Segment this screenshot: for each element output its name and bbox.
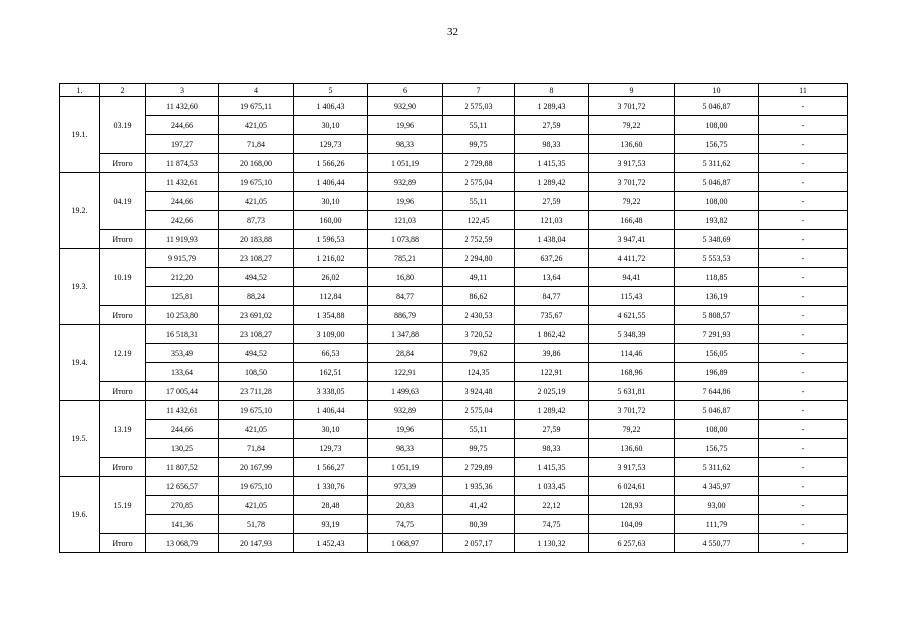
table-row xyxy=(60,135,848,154)
table-cell: 98,33 xyxy=(368,135,443,154)
table-cell: 118,85 xyxy=(675,268,759,287)
total-cell: 1 073,88 xyxy=(368,230,443,249)
table-cell: - xyxy=(759,268,848,287)
table-cell: 16,80 xyxy=(368,268,443,287)
period-cell: 03.19 xyxy=(100,97,146,154)
table-cell: 421,05 xyxy=(219,496,294,515)
table-cell: 129,73 xyxy=(294,439,368,458)
table-cell: - xyxy=(759,192,848,211)
table-cell: 1 289,42 xyxy=(515,401,589,420)
total-cell: 7 644,86 xyxy=(675,382,759,401)
table-cell: 1 330,76 xyxy=(294,477,368,496)
table-cell: 196,89 xyxy=(675,363,759,382)
table-cell: 99,75 xyxy=(443,135,515,154)
total-cell: - xyxy=(759,230,848,249)
table-cell: 88,24 xyxy=(219,287,294,306)
total-label-cell: Итого xyxy=(100,534,146,553)
table-row xyxy=(60,97,848,116)
table-cell: 66,53 xyxy=(294,344,368,363)
table-cell: 79,22 xyxy=(589,192,675,211)
table-cell: 128,93 xyxy=(589,496,675,515)
column-header: 7 xyxy=(443,84,515,97)
table-cell: 104,09 xyxy=(589,515,675,534)
total-cell: 5 631,81 xyxy=(589,382,675,401)
table-cell: 6 024,61 xyxy=(589,477,675,496)
table-cell: 162,51 xyxy=(294,363,368,382)
total-cell: 5 348,69 xyxy=(675,230,759,249)
total-cell: 1 438,04 xyxy=(515,230,589,249)
data-table xyxy=(59,83,848,553)
table-cell: 1 406,43 xyxy=(294,97,368,116)
period-cell: 04.19 xyxy=(100,173,146,230)
table-row xyxy=(60,344,848,363)
table-cell: 108,00 xyxy=(675,420,759,439)
table-cell: 19,96 xyxy=(368,116,443,135)
total-row xyxy=(60,306,848,325)
table-cell: 197,27 xyxy=(146,135,219,154)
total-label-cell: Итого xyxy=(100,306,146,325)
column-header: 8 xyxy=(515,84,589,97)
table-cell: 932,89 xyxy=(368,173,443,192)
table-cell: 125,81 xyxy=(146,287,219,306)
total-cell: 2 430,53 xyxy=(443,306,515,325)
table-cell: 26,02 xyxy=(294,268,368,287)
table-cell: 23 108,27 xyxy=(219,249,294,268)
total-cell: - xyxy=(759,382,848,401)
table-cell: 23 108,27 xyxy=(219,325,294,344)
total-cell: - xyxy=(759,306,848,325)
total-cell: 5 311,62 xyxy=(675,154,759,173)
column-header: 6 xyxy=(368,84,443,97)
table-cell: 30,10 xyxy=(294,116,368,135)
total-cell: 5 311,62 xyxy=(675,458,759,477)
total-cell: 17 005,44 xyxy=(146,382,219,401)
table-cell: 166,48 xyxy=(589,211,675,230)
table-cell: 156,05 xyxy=(675,344,759,363)
total-cell: 20 167,99 xyxy=(219,458,294,477)
table-cell: 122,91 xyxy=(515,363,589,382)
table-cell: 1 289,42 xyxy=(515,173,589,192)
table-cell: 3 109,00 xyxy=(294,325,368,344)
total-cell: 1 499,63 xyxy=(368,382,443,401)
group-id-cell: 19.1. xyxy=(60,97,100,173)
period-cell: 13.19 xyxy=(100,401,146,458)
group-id-cell: 19.6. xyxy=(60,477,100,553)
total-cell: 4 621,55 xyxy=(589,306,675,325)
period-cell: 15.19 xyxy=(100,477,146,534)
table-cell: 27,59 xyxy=(515,192,589,211)
table-cell: - xyxy=(759,439,848,458)
table-cell: 121,03 xyxy=(368,211,443,230)
table-cell: 156,75 xyxy=(675,135,759,154)
column-header: 10 xyxy=(675,84,759,97)
table-row xyxy=(60,420,848,439)
table-cell: 30,10 xyxy=(294,420,368,439)
total-cell: 1 452,43 xyxy=(294,534,368,553)
total-cell: 11 807,52 xyxy=(146,458,219,477)
table-cell: 130,25 xyxy=(146,439,219,458)
table-cell: 5 348,39 xyxy=(589,325,675,344)
table-cell: - xyxy=(759,325,848,344)
table-row xyxy=(60,268,848,287)
table-cell: 122,45 xyxy=(443,211,515,230)
table-cell: 55,11 xyxy=(443,192,515,211)
table-cell: 98,33 xyxy=(515,135,589,154)
table-cell: 111,79 xyxy=(675,515,759,534)
table-cell: - xyxy=(759,249,848,268)
table-cell: 270,85 xyxy=(146,496,219,515)
table-cell: 124,35 xyxy=(443,363,515,382)
total-cell: 5 808,57 xyxy=(675,306,759,325)
total-cell: 3 338,05 xyxy=(294,382,368,401)
total-cell: - xyxy=(759,458,848,477)
table-cell: 353,49 xyxy=(146,344,219,363)
table-cell: - xyxy=(759,496,848,515)
table-cell: 12 656,57 xyxy=(146,477,219,496)
total-row xyxy=(60,154,848,173)
table-cell: 19 675,10 xyxy=(219,401,294,420)
total-cell: 3 917,53 xyxy=(589,154,675,173)
table-cell: 11 432,61 xyxy=(146,401,219,420)
total-cell: 2 729,89 xyxy=(443,458,515,477)
table-cell: 7 291,93 xyxy=(675,325,759,344)
table-cell: 421,05 xyxy=(219,192,294,211)
table-cell: 136,19 xyxy=(675,287,759,306)
table-cell: 3 701,72 xyxy=(589,173,675,192)
table-row xyxy=(60,287,848,306)
table-cell: 1 033,45 xyxy=(515,477,589,496)
table-cell: 494,52 xyxy=(219,344,294,363)
column-header: 4 xyxy=(219,84,294,97)
total-cell: 886,79 xyxy=(368,306,443,325)
total-cell: 6 257,63 xyxy=(589,534,675,553)
table-cell: 494,52 xyxy=(219,268,294,287)
table-cell: 49,11 xyxy=(443,268,515,287)
total-cell: 1 596,53 xyxy=(294,230,368,249)
table-cell: 13,64 xyxy=(515,268,589,287)
table-cell: 98,33 xyxy=(368,439,443,458)
table-cell: 28,48 xyxy=(294,496,368,515)
table-cell: 86,62 xyxy=(443,287,515,306)
table-cell: - xyxy=(759,477,848,496)
table-cell: 5 046,87 xyxy=(675,173,759,192)
table-cell: 3 720,52 xyxy=(443,325,515,344)
table-cell: 19,96 xyxy=(368,420,443,439)
table-cell: 785,21 xyxy=(368,249,443,268)
total-cell: 2 025,19 xyxy=(515,382,589,401)
total-cell: 11 874,53 xyxy=(146,154,219,173)
table-row xyxy=(60,192,848,211)
table-cell: 1 406,44 xyxy=(294,401,368,420)
table-row xyxy=(60,363,848,382)
total-cell: 10 253,80 xyxy=(146,306,219,325)
table-cell: 244,66 xyxy=(146,192,219,211)
total-label-cell: Итого xyxy=(100,382,146,401)
total-cell: 20 183,88 xyxy=(219,230,294,249)
total-cell: 1 130,32 xyxy=(515,534,589,553)
table-cell: 1 862,42 xyxy=(515,325,589,344)
table-cell: 19 675,11 xyxy=(219,97,294,116)
table-cell: 22,12 xyxy=(515,496,589,515)
table-cell: 84,77 xyxy=(515,287,589,306)
table-cell: 80,39 xyxy=(443,515,515,534)
table-cell: 5 046,87 xyxy=(675,97,759,116)
table-cell: 1 935,36 xyxy=(443,477,515,496)
table-row xyxy=(60,496,848,515)
total-row xyxy=(60,382,848,401)
total-cell: 1 051,19 xyxy=(368,458,443,477)
table-cell: 193,82 xyxy=(675,211,759,230)
table-cell: 141,36 xyxy=(146,515,219,534)
table-row xyxy=(60,515,848,534)
table-cell: 932,90 xyxy=(368,97,443,116)
table-cell: 5 553,53 xyxy=(675,249,759,268)
total-cell: 3 947,41 xyxy=(589,230,675,249)
table-cell: 421,05 xyxy=(219,116,294,135)
table-cell: - xyxy=(759,97,848,116)
table-cell: 421,05 xyxy=(219,420,294,439)
column-header: 5 xyxy=(294,84,368,97)
table-cell: 20,83 xyxy=(368,496,443,515)
table-cell: 84,77 xyxy=(368,287,443,306)
total-cell: - xyxy=(759,154,848,173)
table-cell: 242,66 xyxy=(146,211,219,230)
table-cell: 973,39 xyxy=(368,477,443,496)
table-cell: 637,26 xyxy=(515,249,589,268)
table-cell: 156,75 xyxy=(675,439,759,458)
total-cell: 3 917,53 xyxy=(589,458,675,477)
table-cell: 94,41 xyxy=(589,268,675,287)
table-row xyxy=(60,401,848,420)
table-cell: 136,60 xyxy=(589,135,675,154)
header-row xyxy=(60,84,848,97)
table-cell: 3 701,72 xyxy=(589,97,675,116)
table-cell: - xyxy=(759,211,848,230)
total-cell: 23 711,28 xyxy=(219,382,294,401)
total-cell: 2 057,17 xyxy=(443,534,515,553)
total-row xyxy=(60,458,848,477)
page-number: 32 xyxy=(447,26,458,38)
table-cell: 212,20 xyxy=(146,268,219,287)
total-label-cell: Итого xyxy=(100,458,146,477)
table-cell: 27,59 xyxy=(515,116,589,135)
table-cell: 71,84 xyxy=(219,135,294,154)
table-cell: 115,43 xyxy=(589,287,675,306)
table-cell: 114,46 xyxy=(589,344,675,363)
table-row xyxy=(60,211,848,230)
table-cell: 93,19 xyxy=(294,515,368,534)
total-cell: 23 691,02 xyxy=(219,306,294,325)
table-cell: 4 411,72 xyxy=(589,249,675,268)
table-row xyxy=(60,116,848,135)
table-cell: 79,62 xyxy=(443,344,515,363)
table-cell: 244,66 xyxy=(146,116,219,135)
table-cell: 136,60 xyxy=(589,439,675,458)
table-cell: 160,00 xyxy=(294,211,368,230)
table-cell: - xyxy=(759,173,848,192)
total-cell: 20 147,93 xyxy=(219,534,294,553)
table-cell: 1 406,44 xyxy=(294,173,368,192)
total-label-cell: Итого xyxy=(100,230,146,249)
table-cell: 30,10 xyxy=(294,192,368,211)
table-cell: 2 575,04 xyxy=(443,173,515,192)
table-cell: 9 915,79 xyxy=(146,249,219,268)
table-cell: 2 294,80 xyxy=(443,249,515,268)
table-cell: 129,73 xyxy=(294,135,368,154)
table-cell: 133,64 xyxy=(146,363,219,382)
total-cell: 1 566,26 xyxy=(294,154,368,173)
table-cell: 168,96 xyxy=(589,363,675,382)
table-cell: - xyxy=(759,420,848,439)
table-cell: 87,73 xyxy=(219,211,294,230)
table-cell: - xyxy=(759,116,848,135)
total-cell: 1 051,19 xyxy=(368,154,443,173)
table-cell: 11 432,61 xyxy=(146,173,219,192)
table-cell: 2 575,04 xyxy=(443,401,515,420)
group-id-cell: 19.4. xyxy=(60,325,100,401)
table-cell: 79,22 xyxy=(589,116,675,135)
group-id-cell: 19.3. xyxy=(60,249,100,325)
table-cell: 108,00 xyxy=(675,116,759,135)
total-cell: 735,67 xyxy=(515,306,589,325)
period-cell: 10.19 xyxy=(100,249,146,306)
table-row xyxy=(60,173,848,192)
table-cell: - xyxy=(759,401,848,420)
table-cell: 112,84 xyxy=(294,287,368,306)
table-row xyxy=(60,249,848,268)
table-cell: 71,84 xyxy=(219,439,294,458)
table-cell: 19 675,10 xyxy=(219,173,294,192)
total-cell: 1 415,35 xyxy=(515,458,589,477)
table-cell: 121,03 xyxy=(515,211,589,230)
table-cell: 108,00 xyxy=(675,192,759,211)
total-cell: 20 168,00 xyxy=(219,154,294,173)
period-cell: 12.19 xyxy=(100,325,146,382)
table-cell: 16 518,31 xyxy=(146,325,219,344)
table-cell: 19 675,10 xyxy=(219,477,294,496)
column-header: 2 xyxy=(100,84,146,97)
table-cell: - xyxy=(759,344,848,363)
table-cell: 28,84 xyxy=(368,344,443,363)
table-cell: - xyxy=(759,287,848,306)
table-cell: 1 347,88 xyxy=(368,325,443,344)
table-cell: 244,66 xyxy=(146,420,219,439)
table-cell: 2 575,03 xyxy=(443,97,515,116)
table-cell: 93,00 xyxy=(675,496,759,515)
total-cell: 2 752,59 xyxy=(443,230,515,249)
column-header: 3 xyxy=(146,84,219,97)
column-header: 11 xyxy=(759,84,848,97)
table-cell: 5 046,87 xyxy=(675,401,759,420)
total-cell: - xyxy=(759,534,848,553)
total-cell: 1 354,88 xyxy=(294,306,368,325)
total-cell: 13 068,79 xyxy=(146,534,219,553)
table-body xyxy=(60,97,848,553)
total-row xyxy=(60,230,848,249)
table-row xyxy=(60,439,848,458)
table-cell: 932,89 xyxy=(368,401,443,420)
table-cell: 108,50 xyxy=(219,363,294,382)
table-cell: 74,75 xyxy=(515,515,589,534)
table-cell: 122,91 xyxy=(368,363,443,382)
table-cell: 11 432,60 xyxy=(146,97,219,116)
table-cell: 99,75 xyxy=(443,439,515,458)
total-cell: 1 566,27 xyxy=(294,458,368,477)
total-row xyxy=(60,534,848,553)
group-id-cell: 19.2. xyxy=(60,173,100,249)
table-cell: - xyxy=(759,135,848,154)
table-row xyxy=(60,477,848,496)
table-cell: 1 289,43 xyxy=(515,97,589,116)
total-cell: 11 919,93 xyxy=(146,230,219,249)
column-header: 9 xyxy=(589,84,675,97)
total-cell: 1 068,97 xyxy=(368,534,443,553)
table-cell: 19,96 xyxy=(368,192,443,211)
table-cell: 79,22 xyxy=(589,420,675,439)
total-cell: 4 550,77 xyxy=(675,534,759,553)
table-cell: 3 701,72 xyxy=(589,401,675,420)
table-cell: 74,75 xyxy=(368,515,443,534)
total-cell: 1 415,35 xyxy=(515,154,589,173)
total-cell: 3 924,48 xyxy=(443,382,515,401)
column-header: 1. xyxy=(60,84,100,97)
table-cell: 27,59 xyxy=(515,420,589,439)
table-cell: 55,11 xyxy=(443,420,515,439)
total-label-cell: Итого xyxy=(100,154,146,173)
total-cell: 2 729,88 xyxy=(443,154,515,173)
table-cell: 1 216,02 xyxy=(294,249,368,268)
table-cell: 41,42 xyxy=(443,496,515,515)
table-cell: 51,78 xyxy=(219,515,294,534)
table-cell: 39,86 xyxy=(515,344,589,363)
table-cell: - xyxy=(759,363,848,382)
table-row xyxy=(60,325,848,344)
table-cell: - xyxy=(759,515,848,534)
table-cell: 55,11 xyxy=(443,116,515,135)
group-id-cell: 19.5. xyxy=(60,401,100,477)
table-cell: 98,33 xyxy=(515,439,589,458)
table-cell: 4 345,97 xyxy=(675,477,759,496)
